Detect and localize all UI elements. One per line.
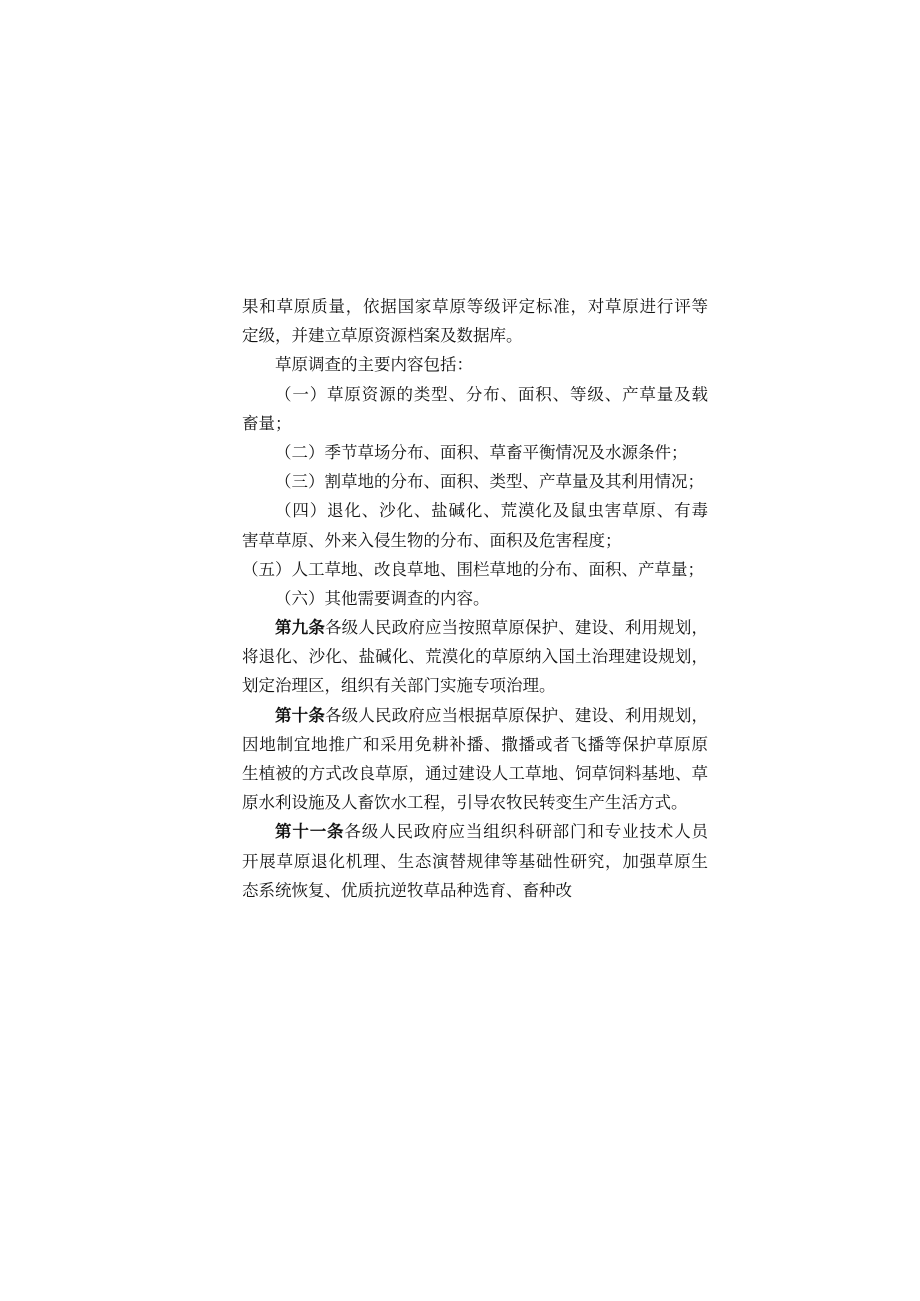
text-line [242, 701, 708, 730]
text-line [242, 380, 708, 409]
text-line [242, 584, 708, 613]
line-text: 划定治理区，组织有关部门实施专项治理。 [242, 676, 556, 696]
line-text: 各级人民政府应当组织科研部门和专业技术人员 [344, 822, 708, 842]
line-text: （三）割草地的分布、面积、类型、产草量及其利用情况； [275, 472, 704, 492]
line-text: （二）季节草场分布、面积、草畜平衡情况及水源条件； [275, 442, 688, 462]
text-line [242, 788, 708, 817]
line-text: （一）草原资源的类型、分布、面积、等级、产草量及载 [275, 384, 708, 404]
text-line [242, 876, 708, 905]
article-number: 第十条 [275, 705, 325, 725]
text-line [242, 350, 708, 379]
line-text: 原水利设施及人畜饮水工程，引导农牧民转变生产生活方式。 [242, 793, 688, 813]
text-line [242, 438, 708, 467]
line-text: 害草草原、外来入侵生物的分布、面积及危害程度； [242, 530, 622, 550]
text-line [242, 730, 708, 759]
document-body [242, 292, 708, 905]
line-text: 畜量； [242, 413, 292, 433]
line-text: 果和草原质量，依据国家草原等级评定标准，对草原进行评等 [242, 297, 708, 316]
line-text: 开展草原退化机理、生态演替规律等基础性研究，加强草原生 [242, 851, 708, 871]
line-text: 因地制宜地推广和采用免耕补播、撒播或者飞播等保护草原原 [242, 734, 708, 754]
text-line [242, 409, 708, 438]
text-line [242, 642, 708, 671]
text-line [242, 526, 708, 555]
line-text: 草原调查的主要内容包括： [275, 355, 473, 375]
article-number: 第十一条 [275, 822, 345, 842]
text-line [242, 321, 708, 350]
text-line [242, 759, 708, 788]
text-line [242, 292, 708, 321]
text-line [242, 555, 708, 584]
line-text: 各级人民政府应当根据草原保护、建设、利用规划， [324, 705, 708, 725]
line-text: （六）其他需要调查的内容。 [275, 588, 490, 608]
text-line [242, 467, 708, 496]
text-line [242, 613, 708, 642]
line-text: （五）人工草地、改良草地、围栏草地的分布、面积、产草量； [242, 559, 704, 579]
article-number: 第九条 [275, 618, 325, 638]
line-text: 各级人民政府应当按照草原保护、建设、利用规划， [324, 618, 708, 638]
line-text: 将退化、沙化、盐碱化、荒漠化的草原纳入国土治理建设规划， [242, 647, 708, 667]
line-text: 生植被的方式改良草原，通过建设人工草地、饲草饲料基地、草 [242, 764, 708, 783]
line-text: 态系统恢复、优质抗逆牧草品种选育、畜种改 [242, 880, 572, 900]
text-line [242, 817, 708, 846]
text-line [242, 671, 708, 700]
text-line [242, 496, 708, 525]
line-text: （四）退化、沙化、盐碱化、荒漠化及鼠虫害草原、有毒 [275, 501, 708, 521]
text-line [242, 847, 708, 876]
line-text: 定级，并建立草原资源档案及数据库。 [242, 326, 523, 346]
